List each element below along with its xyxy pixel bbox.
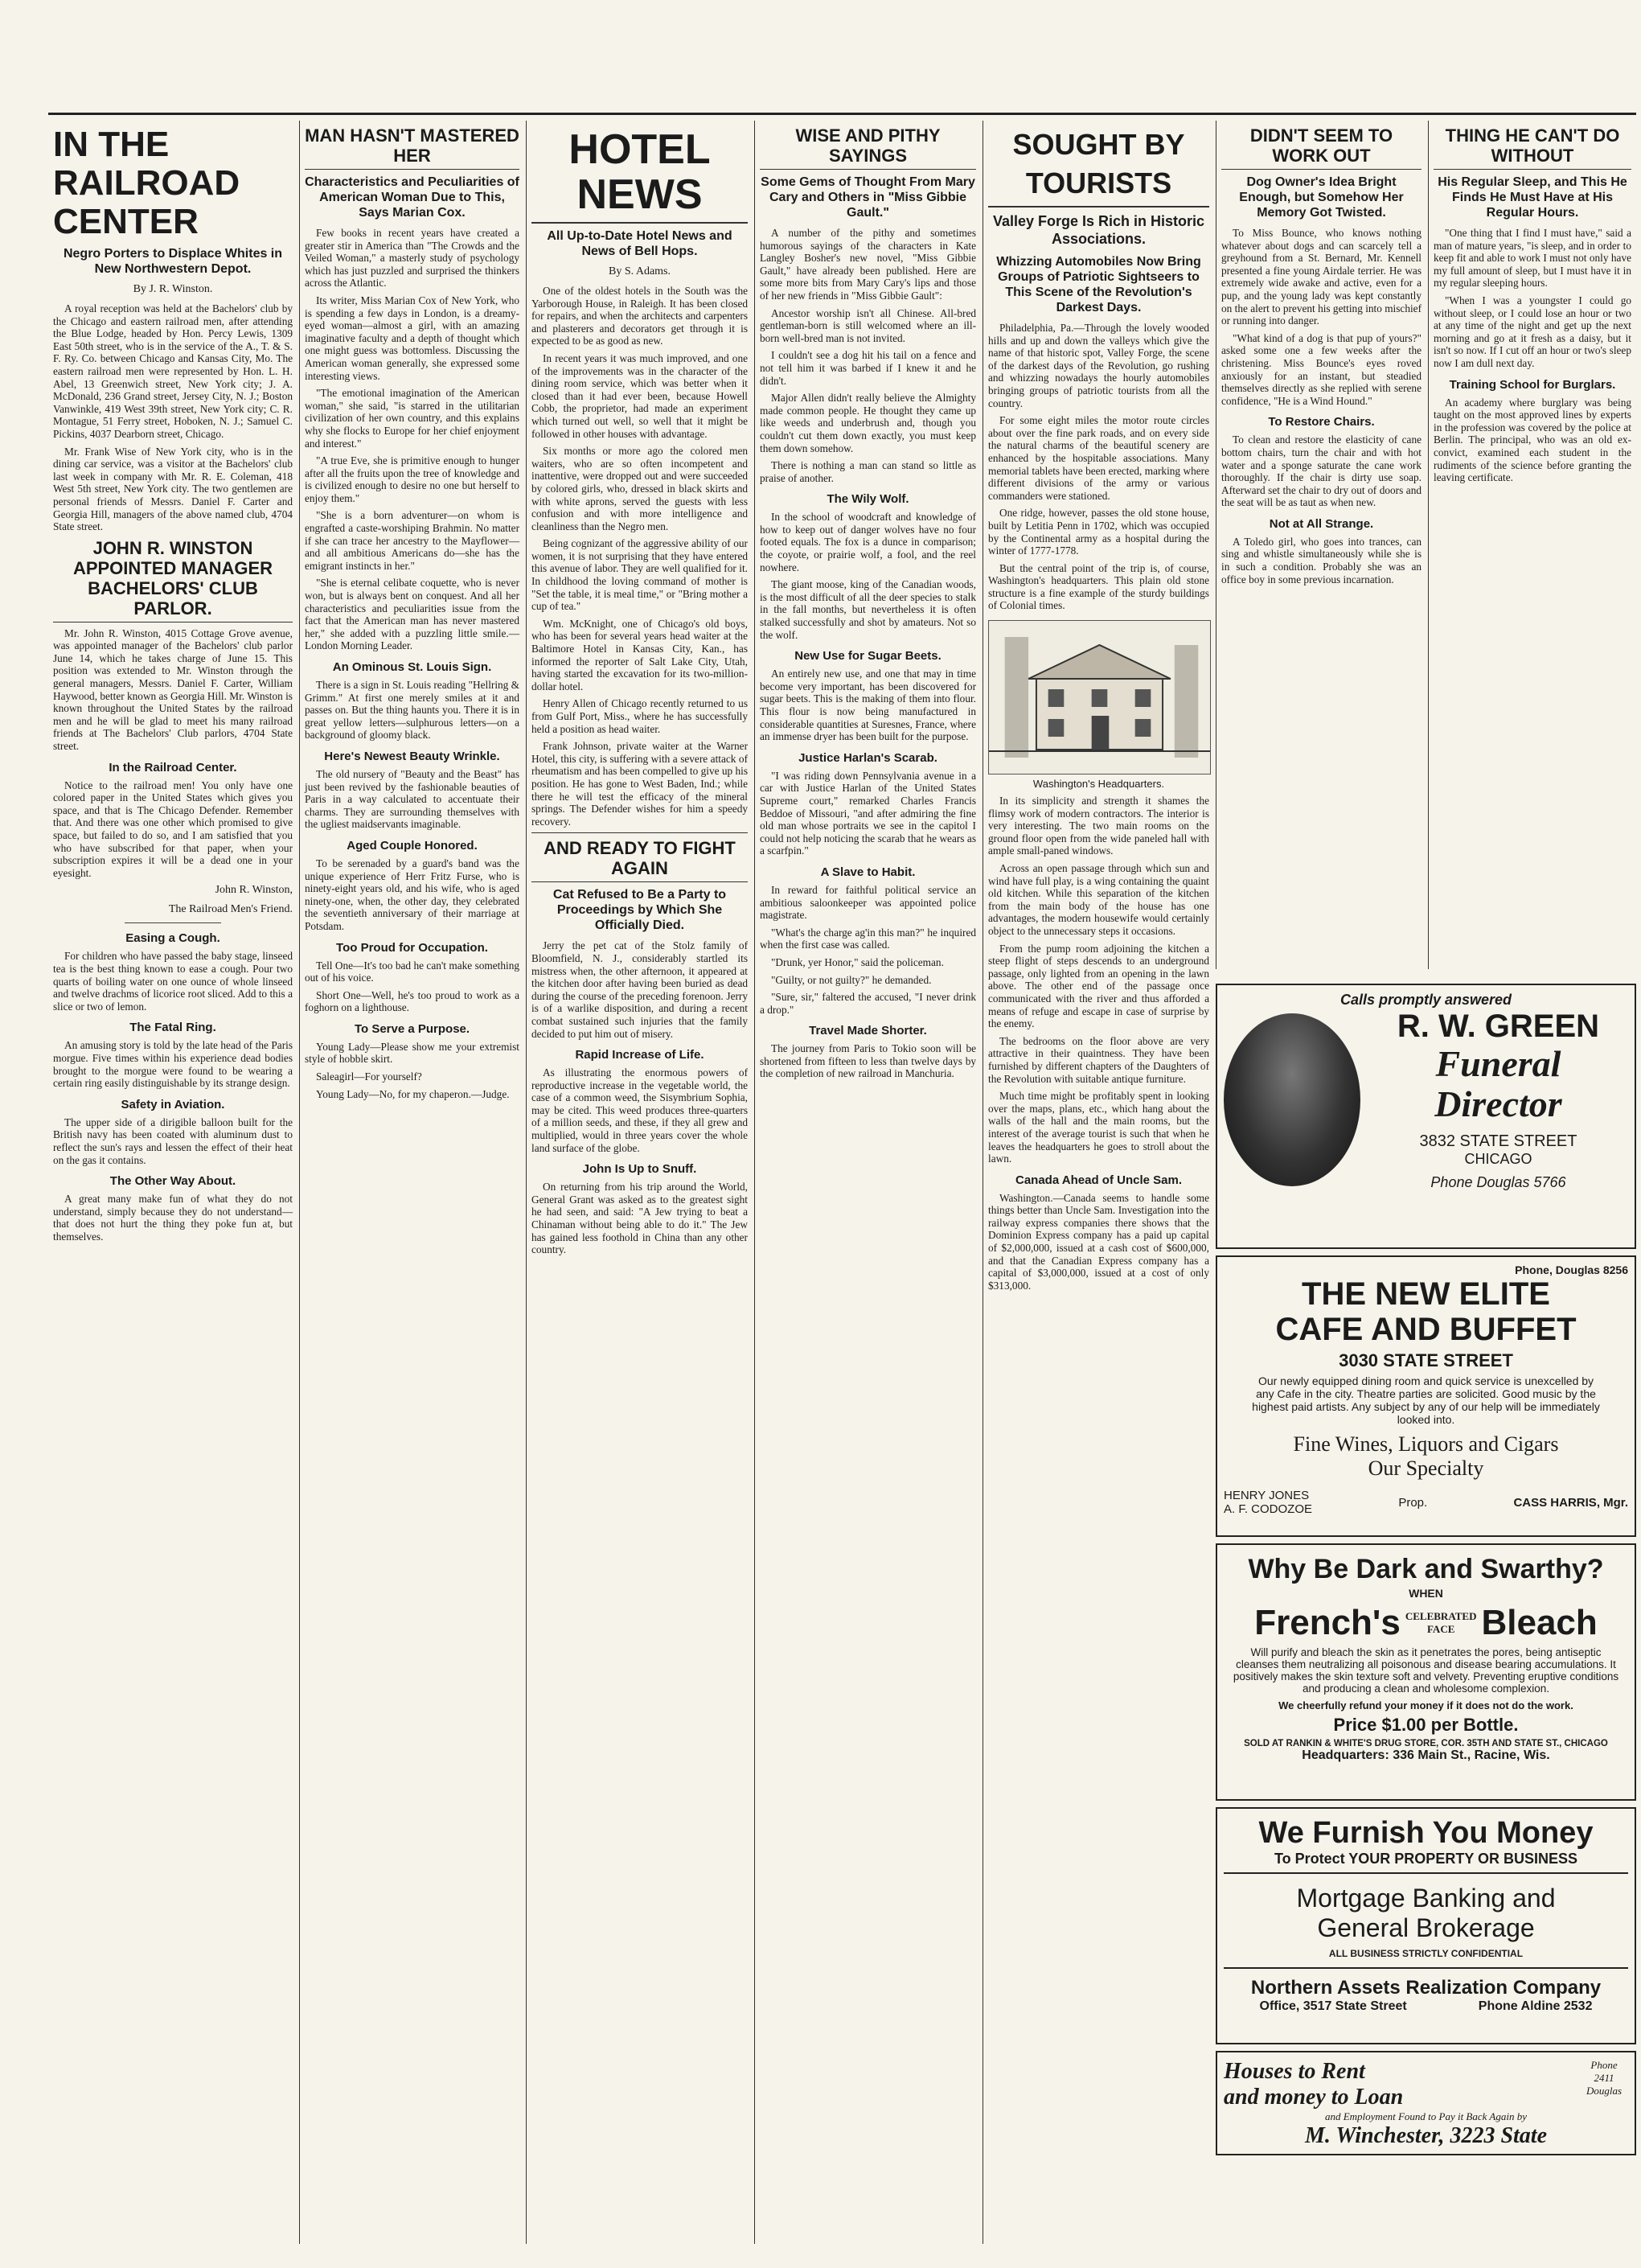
ad-green-name: R. W. GREEN xyxy=(1397,1009,1600,1044)
column-dog-owner xyxy=(1216,121,1426,969)
ad-green-phone: Phone Douglas 5766 xyxy=(1430,1174,1566,1190)
paragraph: "When I was a youngster I could go without sleep, or I could lose an hour or two at any time of the night and get up the next morning and go at it fresh as a daisy, but it isn't so now. If I cut off an hour or two's sleep now I am dull next day. xyxy=(1434,294,1631,369)
subhead: The Fatal Ring. xyxy=(129,1021,216,1035)
portrait-image xyxy=(1224,1013,1360,1186)
celebrated-label: CELEBRATED xyxy=(1405,1610,1477,1622)
column-valley-forge xyxy=(983,121,1214,2244)
headline-fight-again: AND READY TO FIGHT AGAIN xyxy=(531,832,748,882)
headline-mastered: MAN HASN'T MASTERED HER xyxy=(305,125,519,170)
paragraph: Wm. McKnight, one of Chicago's old boys, who has been for several years head waiter at the Baltimore Hotel in Kansas City, Kan., has informed the reporter of Salt Lake City, Utah, having started the excavation for its two-million-dollar hotel. xyxy=(531,617,748,692)
advertisements xyxy=(1216,977,1636,2162)
paragraph: Across an open passage through which sun and wind have full play, is a wing containing the quaint old kitchen. While this separation of the kitchen from the main body of the house has one advantages, the modern housewife would certainly object to the unnecessary steps it occasions. xyxy=(988,862,1209,937)
byline: By J. R. Winston. xyxy=(133,283,213,295)
ad-houses-line1: Houses to Rent xyxy=(1224,2059,1365,2084)
subhead: The Wily Wolf. xyxy=(827,492,909,507)
paragraph: From the pump room adjoining the kitchen a steep flight of steps descends to an underground passage, only lighted from an opening in the lawn above. The other end of the passage once communicated with the river and thus afforded a means of refuge and escape in case of surprise by the enemy. xyxy=(988,942,1209,1030)
byline: By S. Adams. xyxy=(608,265,671,277)
subhead: To Restore Chairs. xyxy=(1268,415,1375,429)
paragraph: An amusing story is told by the late head of the Paris morgue. Five times within his experience dead bodies brought to the morgue were found to be wearing a certain ring easily distinguishable by its strange design. xyxy=(53,1039,293,1090)
ad-green-title2: Director xyxy=(1434,1083,1562,1124)
paragraph: "What kind of a dog is that pup of yours?" asked some one a few weeks after the christening. Miss Bounce's eyes roved anxiously for an instant, but steadied themselves directly as she replied with serene confidence, "He is a Wind Hound." xyxy=(1221,331,1422,407)
paragraph: Short One—Well, he's too proud to work as a foghorn on a lighthouse. xyxy=(305,988,519,1014)
ad-green-title1: Funeral xyxy=(1435,1043,1561,1084)
ad-houses-top xyxy=(1224,2059,1628,2110)
page-top-rule xyxy=(48,113,1636,115)
headline-railroad: IN THE RAILROAD CENTER xyxy=(53,125,240,241)
manager: CASS HARRIS, Mgr. xyxy=(1513,1495,1628,1510)
paragraph: I couldn't see a dog hit his tail on a fence and not tell him it was barbed if I knew it and he didn't. xyxy=(760,349,976,387)
paragraph: "What's the charge ag'in this man?" he inquired when the first case was called. xyxy=(760,926,976,951)
subhead: New Use for Sugar Beets. xyxy=(794,649,942,664)
house-sketch-icon xyxy=(989,621,1210,774)
prop-label: Prop. xyxy=(1398,1495,1428,1510)
headquarters-illustration xyxy=(988,620,1211,774)
paragraph: Washington.—Canada seems to handle some things better than Uncle Sam. Investigation into the railway express companies there shows that the Dominion Express company has a paid up capital of $2,000,000, issued at a cash cost of $600,000, and that the Canadian Express company has a capital of $3,000,000, issued at a cost of only $313,000. xyxy=(988,1191,1209,1292)
ad-bleach-sold: SOLD AT RANKIN & WHITE'S DRUG STORE, COR. 35TH AND STATE ST., CHICAGO xyxy=(1244,1739,1608,1748)
subhead: Travel Made Shorter. xyxy=(809,1024,927,1038)
paragraph: Henry Allen of Chicago recently returned to us from Gulf Port, Miss., where he has successfully held a position as head waiter. xyxy=(531,697,748,735)
ad-houses-small: and Employment Found to Pay it Back Again by xyxy=(1324,2110,1528,2122)
signature-title: The Railroad Men's Friend. xyxy=(168,903,293,916)
subhead: To Serve a Purpose. xyxy=(354,1021,470,1036)
paragraph: One of the oldest hotels in the South was the Yarborough House, in Raleigh. It has been closed for repairs, and when the architects and carpenters and plasterers and decorators get through it is expected to be as good as new. xyxy=(531,285,748,347)
paragraph: In the school of woodcraft and knowledge of how to keep out of danger wolves have no four footed equals. The fox is a dunce in comparison; the coyote, or prairie wolf, a fool, and the reel nowhere. xyxy=(760,511,976,573)
deck: His Regular Sleep, and This He Finds He Must Have at His Regular Hours. xyxy=(1438,175,1627,220)
paragraph: "She is eternal celibate coquette, who is never won, but is always bent on conquest. And all her characteristics and peculiarities issue from the fact that the American man has never mastered her," she added with a puzzling little smile.—London Morning Leader. xyxy=(305,577,519,652)
subhead: An Ominous St. Louis Sign. xyxy=(332,660,492,674)
paragraph: Saleagirl—For yourself? xyxy=(316,1070,422,1083)
paragraph: An entirely new use, and one that may in time become very important, has been discovered for sugar beets. This is the making of them into flour. This flour is now being manufactured in considerable quantities at Suresnes, France, where an immense dryer has been built for the purpose. xyxy=(760,668,976,743)
ad-houses-line2: and money to Loan xyxy=(1224,2085,1404,2110)
headline-cant-do-without: THING HE CAN'T DO WITHOUT xyxy=(1434,125,1631,170)
column-hotel-news xyxy=(526,121,753,2244)
subhead: Justice Harlan's Scarab. xyxy=(798,750,937,765)
subhead-winston: JOHN R. WINSTON APPOINTED MANAGER BACHELORS' CLUB PARLOR. xyxy=(53,538,293,622)
paragraph: The upper side of a dirigible balloon built for the British navy has been coated with aluminum dust to reflect the sun's rays and lessen the effect of their heat on the gas it contains. xyxy=(53,1116,293,1166)
column-marian-cox xyxy=(299,121,524,2244)
deck: Whizzing Automobiles Now Bring Groups of Patriotic Sightseers to This Scene of the Revolution's Darkest Days. xyxy=(996,255,1201,314)
ad-bleach-word: Bleach xyxy=(1481,1603,1598,1642)
paragraph: Frank Johnson, private waiter at the Warner Hotel, this city, is suffering with a severe attack of rheumatism and has been compelled to give up his position. He has gone to West Baden, Ind.; while there he will test the efficacy of the mineral springs. The Defender wishes for him a speedy recovery. xyxy=(531,740,748,828)
headline-hotel-news: HOTEL NEWS xyxy=(531,127,748,224)
ad-french-bleach xyxy=(1216,1543,1636,1801)
subhead: Canada Ahead of Uncle Sam. xyxy=(1015,1173,1182,1187)
subhead: Training School for Burglars. xyxy=(1449,377,1616,392)
subhead: A Slave to Habit. xyxy=(820,865,916,879)
ad-elite-specialty2: Our Specialty xyxy=(1368,1457,1484,1480)
paragraph: A Toledo girl, who goes into trances, can sing and whistle simultaneously while she is in such a condition. Probably she was an office boy in some previous incarnation. xyxy=(1221,535,1422,585)
paragraph: A royal reception was held at the Bachelors' club by the Chicago and eastern railroad men, after attending the Blue Lodge, headed by Hon. Percy Lewis, 1309 East 50th street, who is in the service of the A., T. & S. F. Ry. Co. between Chicago and Kansas City, Mo. The eastern railroad men were represented by Hon. L. H. Abel, 13 Greenwich street, New York city; J. A. McDonald, 236 Grand street, Jersey City, N. J.; Boston Vanwinkle, 419 West 39th street, New York city; C. R. Montague, 51 Ferry street, Hoboken, N. J.; Samuel C. Pickins, 4037 Dearborn street, Chicago. xyxy=(53,302,293,440)
subhead: Safety in Aviation. xyxy=(121,1097,225,1111)
ad-houses-name: M. Winchester, 3223 State xyxy=(1304,2123,1548,2148)
paragraph: "Guilty, or not guilty?" he demanded. xyxy=(771,973,932,986)
paragraph: Notice to the railroad men! You only have one colored paper in the United States which gives you space, and that is The Chicago Defender. Remember that. And there was one other which promised to give space, but failed to do so, and I am satisfied that you who have subscribed for that paper, when your subscription expires it will be a dead one in your eyesight. xyxy=(53,779,293,879)
paragraph: Few books in recent years have created a greater stir in America than "The Crowds and the Veiled Woman," a masterly study of psychology which has just puzzled and surprised the thinkers across the Atlantic. xyxy=(305,227,519,290)
ad-houses-to-rent xyxy=(1216,2051,1636,2155)
ad-bleach-when: WHEN xyxy=(1409,1587,1443,1600)
deck: Cat Refused to Be a Party to Proceedings by Which She Officially Died. xyxy=(552,888,727,933)
deck: Characteristics and Peculiarities of American Woman Due to This, Says Marian Cox. xyxy=(305,175,519,220)
paragraph: But the central point of the trip is, of course, Washington's headquarters. This plain old stone structure is a fine example of the sturdy buildings of Colonial times. xyxy=(988,561,1209,612)
ad-money-line2: To Protect YOUR PROPERTY OR BUSINESS xyxy=(1224,1851,1628,1874)
paragraph: On returning from his trip around the World, General Grant was asked as to the greatest sight he had seen, and said: "A Jew trying to beat a Chinaman without being able to do it." The Jew has gained less foothold in China than any other country. xyxy=(531,1181,748,1256)
paragraph: Philadelphia, Pa.—Through the lovely wooded hills and up and down the valleys which give the name of that historic spot, Valley Forge, the scene of the darkest days of the Revolution, go rushing and whizzing nowadays the hourly automobiles bringing groups of patriotic tourists from all the country. xyxy=(988,322,1209,409)
paragraph: Its writer, Miss Marian Cox of New York, who is spending a few days in London, is a dreamy-eyed woman—almost a girl, with an amazing imaginative faculty and a depth of thought which one might guess was bottomless. Discussing the American woman generally, she expressed some interesting views. xyxy=(305,294,519,382)
ad-green-city: CHICAGO xyxy=(1464,1151,1532,1167)
paragraph: Ancestor worship isn't all Chinese. All-bred gentleman-born is still welcomed where an ill-born well-bred man is not invited. xyxy=(760,306,976,344)
paragraph: To Miss Bounce, who knows nothing whatever about dogs and can scarcely tell a greyhound from a St. Bernard, Mr. Kennell presented a fine young Airdale terrier. He was extremely wide awake and active, even for a pup, and the young lady was kept constantly on the alert to prevent his getting into mischief or running into danger. xyxy=(1221,227,1422,327)
paragraph: In reward for faithful political service an ambitious saloonkeeper was appointed police magistrate. xyxy=(760,883,976,922)
deck-railroad: Negro Porters to Displace Whites in New Northwestern Depot. xyxy=(63,247,283,276)
paragraph: As illustrating the enormous powers of reproductive increase in the vegetable world, the case of a common weed, the Sisymbrium Sophia, may be cited. This weed produces three-quarters of a million seeds, and these, if they all grew and multiplied, would in three years cover the whole land surface of the globe. xyxy=(531,1066,748,1154)
paragraph: For children who have passed the baby stage, linseed tea is the best thing known to ease a cough. Pour two quarts of boiling water on one ounce of whole linseed and twelve drachms of licorice root sliced. Add to this a slice or two of lemon. xyxy=(53,950,293,1013)
divider xyxy=(125,922,220,923)
ad-elite-line1: THE NEW ELITE xyxy=(1302,1276,1550,1312)
ad-houses-phone: Phone 2411 Douglas xyxy=(1586,2059,1623,2097)
ad-bleach-text: Will purify and bleach the skin as it penetrates the pores, being antiseptic cleanses them neutralizing all poisonous and disease bearing accumulations. It positively makes the skin texture soft and velvety. Preventing eruptive conditions and producing a clean and wholesome complexion. xyxy=(1233,1646,1619,1695)
subhead: Too Proud for Occupation. xyxy=(336,940,488,955)
paragraph: The giant moose, king of the Canadian woods, is the most difficult of all the deer species to stalk in the fall months, but nevertheless it is often stalked successfully and shot by amateurs. Not so the wolf. xyxy=(760,578,976,641)
ad-money-line3: Mortgage Banking and xyxy=(1296,1884,1556,1913)
paragraph: Mr. Frank Wise of New York city, who is in the dining car service, was a visitor at the Bachelors' club last week in company with Mr. R. E. Coleman, 418 West 5th street, New York city. The two gentlemen are personal friends of Messrs. Daniel F. Carter and Georgia Hill, managers of the above named club, 4704 State street. xyxy=(53,445,293,533)
subhead: The Other Way About. xyxy=(109,1174,236,1189)
ad-elite-footer xyxy=(1224,1489,1628,1516)
paragraph: Jerry the pet cat of the Stolz family of Bloomfield, N. J., considerably startled its mistress when, the other afternoon, it appeared at the kitchen door after having been buried as dead during the course of the preceding forenoon. Jerry is of a warlike disposition, and during a recent combat sustained such injuries that the family decided to put him out of misery. xyxy=(531,939,748,1040)
paragraph: Major Allen didn't really believe the Almighty made common people. He thought they came up like weeds and underbrush and, though you couldn't cut them down exactly, you must keep them down somehow. xyxy=(760,392,976,454)
paragraph: The old nursery of "Beauty and the Beast" has just been revived by the fashionable beauties of Paris in a way calculated to accentuate their charms. They are surrounding themselves with the ugliest maidservants imaginable. xyxy=(305,767,519,831)
paragraph: "She is a born adventurer—on whom is engrafted a caste-worshiping Brahmin. No matter if she can trace her ancestry to the Mayflower—and all ambitious Americans do—she has the emigrant instincts in her." xyxy=(305,509,519,572)
paragraph: "One thing that I find I must have," said a man of mature years, "is sleep, and in order to keep fit and able to work I must not only have my full amount of sleep, but I must have it in my regular sleeping hours. xyxy=(1434,227,1631,290)
ad-elite-specialty: Fine Wines, Liquors and Cigars xyxy=(1293,1432,1559,1456)
paragraph: Six months or more ago the colored men waiters, who are so often incompetent and inattentive, were dropped out and were succeeded by colored girls, who, dressed in black skirts and with white aprons, served the guests with less confusion and with more intelligence and cleanliness than the Negro men. xyxy=(531,445,748,532)
ad-elite-phone: Phone, Douglas 8256 xyxy=(1515,1263,1628,1276)
headline-tourists: SOUGHT BY TOURISTS xyxy=(988,125,1209,207)
paragraph: "Drunk, yer Honor," said the policeman. xyxy=(771,955,944,968)
ad-bleach-question: Why Be Dark and Swarthy? xyxy=(1248,1554,1604,1584)
ad-elite-text: Our newly equipped dining room and quick service is unexcelled by any Cafe in the city. Theatre parties are solicited. Good music by the highest paid artists. Any subject by any of our help will be immediately looked into. xyxy=(1252,1374,1600,1426)
paragraph: In recent years it was much improved, and one of the improvements was in the character of the dining room service, which was better when it closed than it had ever been, because Howell Cobb, the proprietor, had made an experiment which turned out well, so well that it might be followed in other houses with advantage. xyxy=(531,351,748,440)
headline-work-out: DIDN'T SEEM TO WORK OUT xyxy=(1221,125,1422,170)
ad-bleach-brand: French's xyxy=(1254,1603,1401,1642)
headline-wise-sayings: WISE AND PITHY SAYINGS xyxy=(760,125,976,170)
ad-money-line4: General Brokerage xyxy=(1317,1913,1535,1942)
face-label: FACE xyxy=(1426,1623,1455,1635)
deck: Valley Forge Is Rich in Historic Associations. xyxy=(992,213,1205,247)
subhead: Here's Newest Beauty Wrinkle. xyxy=(324,749,500,763)
ad-green-tagline: Calls promptly answered xyxy=(1339,992,1512,1008)
column-sleep xyxy=(1428,121,1636,969)
ad-houses-titles xyxy=(1224,2059,1403,2110)
illustration-caption: Washington's Headquarters. xyxy=(1032,778,1165,791)
paragraph: An academy where burglary was being taught on the most approved lines by experts in the profession was covered by the police at Berlin. The principal, who was an old ex-convict, examined each student in the rudiments of the science before granting the leaving certificate. xyxy=(1434,396,1631,484)
proprietor-1: HENRY JONES xyxy=(1224,1489,1310,1502)
ad-elite-line2: CAFE AND BUFFET xyxy=(1275,1312,1577,1347)
office-address: Office, 3517 State Street xyxy=(1259,1999,1407,2013)
ad-green-address: 3832 STATE STREET xyxy=(1419,1132,1577,1150)
ad-bleach-price: Price $1.00 per Bottle. xyxy=(1333,1715,1519,1735)
ad-elite-props xyxy=(1224,1489,1312,1516)
paragraph: In its simplicity and strength it shames the flimsy work of modern contractors. The interior is very interesting. The two main rooms on the ground floor open from the wide paneled hall with ample small-paned windows. xyxy=(988,795,1209,857)
deck: Dog Owner's Idea Bright Enough, but Somehow Her Memory Got Twisted. xyxy=(1239,175,1404,220)
column-railroad xyxy=(48,121,297,2244)
paragraph: To be serenaded by a guard's band was the unique experience of Herr Fritz Furse, who is ninety-eight years old, and his wife, who is aged ninety-one, when, the other day, they celebrated the seventieth anniversary of their marriage at Potsdam. xyxy=(305,857,519,932)
paragraph: A number of the pithy and sometimes humorous sayings of the characters in Kate Langley Bosher's new novel, "Miss Gibbie Gault," have already been published. Here are some more bits from Mary Cary's lips and those of her new friends in "Miss Gibbie Gault": xyxy=(760,227,976,302)
subhead: Rapid Increase of Life. xyxy=(575,1048,704,1062)
paragraph: Much time might be profitably spent in looking over the maps, plans, etc., which hang about the walls of the hall and the main rooms, but the interest of the average tourist is such that when he leaves the headquarters he goes to stroll about the lawn. xyxy=(988,1090,1209,1165)
paragraph: "A true Eve, she is primitive enough to hunger after all the fruits upon the tree of knowledge and is civilized enough to desire no one but herself to enjoy them." xyxy=(305,454,519,504)
ad-elite-cafe xyxy=(1216,1255,1636,1537)
subhead: Aged Couple Honored. xyxy=(347,838,478,853)
paragraph: For some eight miles the motor route circles about over the fine park roads, and on every side the natural charms of the beautiful scenery are enhanced by the hospitable associations. Many memorial tablets have been erected, marking where different divisions of the army or various commanders were stationed. xyxy=(988,414,1209,502)
ad-elite-address: 3030 STATE STREET xyxy=(1339,1350,1513,1370)
office-phone: Phone Aldine 2532 xyxy=(1478,1999,1593,2013)
subhead: Not at All Strange. xyxy=(1269,516,1374,531)
paragraph: There is a sign in St. Louis reading "Hellring & Grimm." At first one merely smiles at it and passes on. But the thing haunts you. There it is in great yellow letters—sulphurous letters—on a background of gloomy black. xyxy=(305,679,519,742)
subhead: Easing a Cough. xyxy=(125,931,220,946)
deck: All Up-to-Date Hotel News and News of Bell Hops. xyxy=(547,229,732,258)
ad-money-line1: We Furnish You Money xyxy=(1258,1816,1594,1850)
paragraph: "I was riding down Pennsylvania avenue in a car with Justice Harlan of the United States Supreme court," remarked Charles Francis Beddoe of Missouri, "and after admiring the fine old man whose portraits we see in the capitol I could not help noticing the scarab that he wears as a scarfpin." xyxy=(760,769,976,857)
paragraph: Young Lady—No, for my chaperon.—Judge. xyxy=(316,1087,510,1100)
paragraph: Tell One—It's too bad he can't make something out of his voice. xyxy=(305,959,519,984)
ad-bleach-celebrated xyxy=(1405,1610,1477,1636)
paragraph: The journey from Paris to Tokio soon will be shortened from fifteen to less than twelve days by the completion of new railroad in Manchuria. xyxy=(760,1042,976,1080)
ad-bleach-refund: We cheerfully refund your money if it does not do the work. xyxy=(1278,1699,1573,1711)
proprietor-2: A. F. CODOZOE xyxy=(1224,1502,1313,1516)
ad-money-contact xyxy=(1224,1999,1628,2014)
paragraph: "Sure, sir," faltered the accused, "I never drink a drop." xyxy=(760,991,976,1016)
paragraph: A great many make fun of what they do not understand, simply because they do not understand—that does not hurt the thing they poke fun at, but themselves. xyxy=(53,1193,293,1243)
paragraph: Being cognizant of the aggressive ability of our women, it is not surprising that they have entered this avenue of labor. They are well qualified for it. In childhood the loving command of mother is "Set the table, it is meal time," or "Bring mother a cup of tea." xyxy=(531,537,748,613)
paragraph: Mr. John R. Winston, 4015 Cottage Grove avenue, was appointed manager of the Bachelors' club parlor June 14, which he takes charge of June 15. This position was extended to Mr. Winston through the general managers, Messrs. Daniel F. Carter, William Haywood, better known as Georgia Hill. Mr. Winston is known throughout the United States by the railroad men and he will be glad to meet his many railroad friends at The Bachelors' Club parlors, 4704 State street. xyxy=(53,627,293,753)
deck: Some Gems of Thought From Mary Cary and Others in "Miss Gibbie Gault." xyxy=(761,175,975,220)
paragraph: To clean and restore the elasticity of cane bottom chairs, turn the chair and with hot water and a sponge saturate the cane work thoroughly. If the chair is dirty use soap. Afterward set the chair to dry out of doors and the seat will be as taut as when new. xyxy=(1221,433,1422,509)
ad-money-company: Northern Assets Realization Company xyxy=(1250,1977,1602,1999)
paragraph: There is nothing a man can stand so little as praise of another. xyxy=(760,459,976,484)
paragraph: "The emotional imagination of the American woman," she said, "is starred in the utilitarian civilization of her own country, and this explains why she flocks to Europe for her chief enjoyment and interest." xyxy=(305,387,519,450)
ad-funeral-director xyxy=(1216,984,1636,1249)
ad-furnish-money xyxy=(1216,1807,1636,2044)
signature: John R. Winston, xyxy=(215,884,293,897)
paragraph: The bedrooms on the floor above are very attractive in their quaintness. They have been furnished by different chapters of the Daughters of the Revolution with suitable antique furniture. xyxy=(988,1034,1209,1085)
ad-bleach-hq: Headquarters: 336 Main St., Racine, Wis. xyxy=(1302,1748,1550,1762)
subhead: In the Railroad Center. xyxy=(109,760,237,774)
subhead: John Is Up to Snuff. xyxy=(582,1162,697,1177)
paragraph: Young Lady—Please show me your extremist style of hobble skirt. xyxy=(305,1040,519,1066)
ad-bleach-brand-row xyxy=(1224,1603,1628,1643)
ad-money-line5: ALL BUSINESS STRICTLY CONFIDENTIAL xyxy=(1224,1948,1628,1969)
column-wise-sayings xyxy=(754,121,981,2244)
paragraph: One ridge, however, passes the old stone house, built by Letitia Penn in 1702, which was occupied by the Continental army as a hospital during the winter of 1777-1778. xyxy=(988,507,1209,557)
